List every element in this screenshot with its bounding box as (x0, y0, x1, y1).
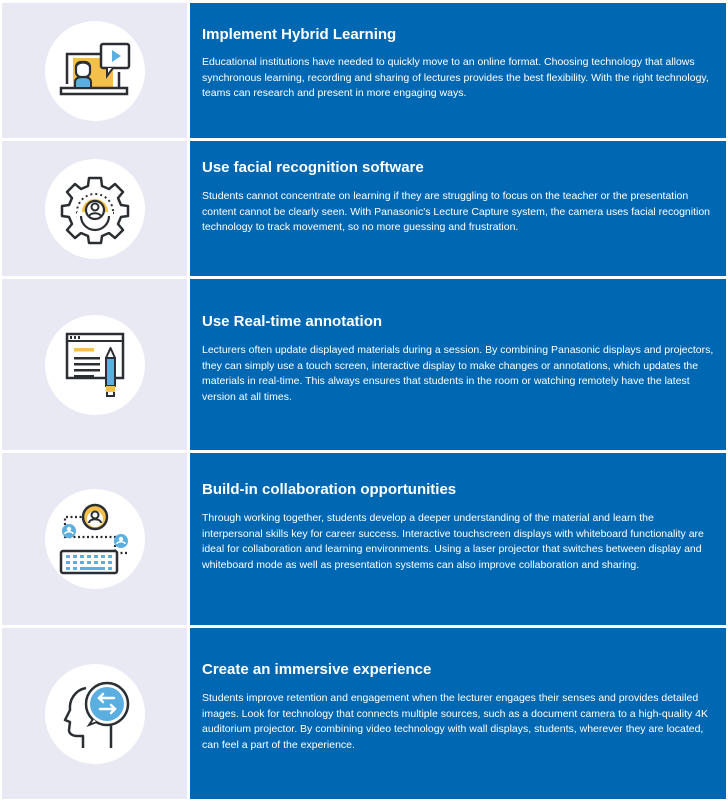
document-pencil-icon (63, 330, 127, 400)
collaboration-keyboard-icon (55, 501, 135, 577)
benefit-title: Build-in collaboration opportunities (202, 481, 457, 498)
benefit-body: Students cannot concentrate on learning if they are struggling to focus on the teacher or the presentation content cannot be clearly seen. With Panasonic's Lecture Capture system, the camera uses facial recognition technology to track movement, so no more guessing and frustration. (202, 190, 711, 233)
content-panel (190, 628, 726, 799)
benefit-title: Use Real-time annotation (202, 313, 383, 330)
benefit-title: Use facial recognition software (202, 159, 424, 176)
content-panel (190, 453, 726, 625)
icon-panel (2, 141, 187, 276)
benefit-body: Educational institutions have needed to quickly move to an online format. Choosing technology that allows synchronous learning, recording and sharing of lectures provides the best flexibility. With the right technology, teams can research and present in more engaging ways. (202, 56, 709, 99)
benefit-row-immersive-experience (2, 628, 726, 799)
icon-panel (2, 3, 187, 138)
benefit-body: Lecturers often update displayed materials during a session. By combining Panasonic displays and projectors, they can simply use a touch screen, interactive display to make changes or annotations, which updates the materials in real-time. This always ensures that students in the room or watching remotely have the latest version at all times. (202, 344, 714, 403)
benefit-title: Implement Hybrid Learning (202, 26, 397, 43)
icon-panel (2, 453, 187, 625)
benefit-row-hybrid-learning (2, 3, 726, 138)
content-panel (190, 279, 726, 450)
head-exchange-arrows-icon (59, 676, 131, 752)
benefit-body: Students improve retention and engagement when the lecturer engages their senses and provides detailed images. Look for technology that connects multiple sources, such as a document camera to a high-quality 4K auditorium projector. By combining video technology with wall displays, students, wherever they are located, can feel a part of the experience. (202, 692, 709, 751)
benefit-row-facial-recognition (2, 141, 726, 276)
laptop-video-presenter-icon (57, 40, 133, 102)
benefit-body: Through working together, students develop a deeper understanding of the material and learn the interpersonal skills key for career success. Interactive touchscreen displays with whiteboard functionality are ideal for collaboration and learning environments. Using a laser projector that switches between display and whiteboard mode as well as presentation systems can also improve collaboration and sharing. (202, 512, 704, 571)
benefits-list (2, 3, 726, 802)
benefit-row-realtime-annotation (2, 279, 726, 450)
content-panel (190, 141, 726, 276)
icon-circle (45, 159, 145, 259)
icon-circle (45, 315, 145, 415)
icon-panel (2, 628, 187, 799)
icon-circle (45, 21, 145, 121)
benefit-row-collaboration (2, 453, 726, 625)
content-panel (190, 3, 726, 138)
icon-circle (45, 664, 145, 764)
icon-panel (2, 279, 187, 450)
icon-circle (45, 489, 145, 589)
gear-face-recognition-icon (58, 172, 132, 246)
benefit-title: Create an immersive experience (202, 661, 432, 678)
